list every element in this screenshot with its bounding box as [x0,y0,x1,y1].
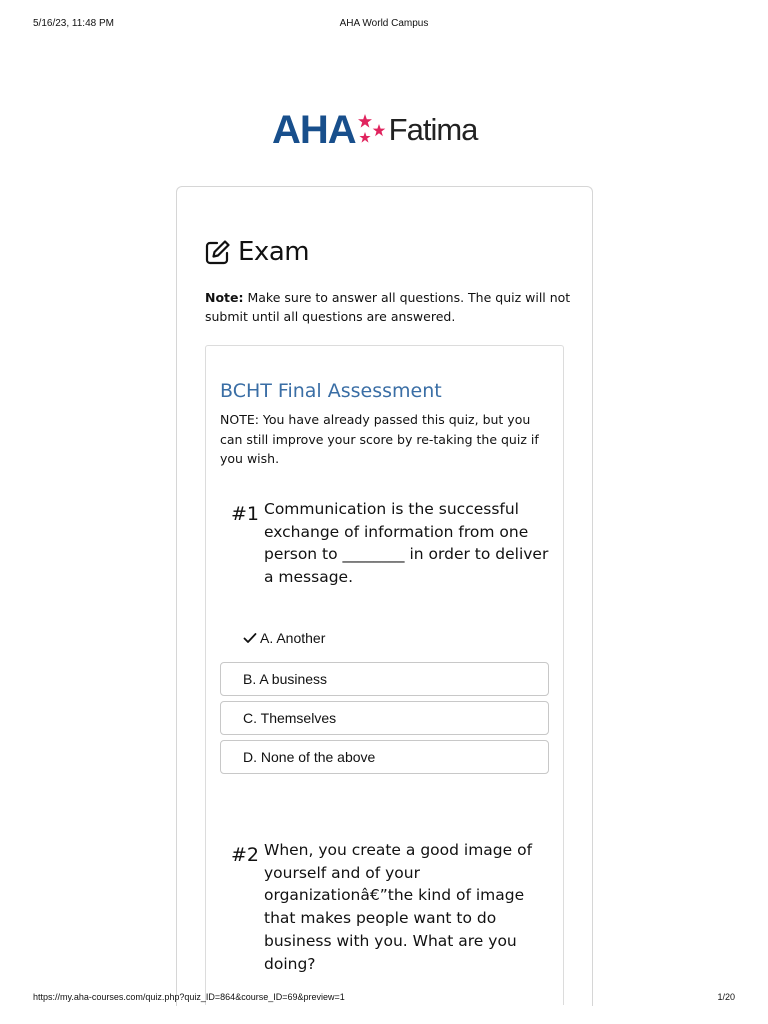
answer-option[interactable] [220,740,549,774]
stars-icon [357,112,387,148]
selected-answer[interactable] [243,628,325,648]
print-url: https://my.aha-courses.com/quiz.php?quiz_ID=864&course_ID=69&preview=1 [33,992,345,1002]
exam-note-text: Make sure to answer all questions. The quiz will not submit until all questions are answered. [205,290,571,324]
assessment-note-label: NOTE: [220,412,259,427]
star-icon [359,132,370,143]
print-footer [0,992,768,1006]
exam-heading [204,237,309,267]
print-header [0,18,768,32]
assessment-note-text: You have already passed this quiz, but you can still improve your score by re-taking the quiz if you wish. [220,412,539,466]
star-icon [372,124,385,136]
selected-answer-label: A. Another [260,630,326,646]
logo-fatima-text: Fatima [388,112,478,147]
exam-title: Exam [238,237,310,267]
edit-icon [204,238,232,266]
print-page-number: 1/20 [717,992,735,1002]
exam-note [205,288,575,326]
aha-fatima-logo [272,108,477,152]
question-number: #1 [231,503,260,525]
question-number: #2 [231,844,260,866]
star-icon [358,114,372,128]
assessment-note [220,410,555,469]
answer-option-label: C. Themselves [243,710,337,726]
question-text: When, you create a good image of yourself and of your organizationâ€”the kind of image that makes people want to do business with you. What are you doing? [264,841,533,973]
answer-option[interactable] [220,662,549,696]
check-icon [243,631,257,645]
answer-option[interactable] [220,701,549,735]
answer-option-label: D. None of the above [243,749,376,765]
exam-note-label: Note: [205,290,244,305]
assessment-title: BCHT Final Assessment [220,380,442,402]
question-text: Communication is the successful exchange of information from one person to ________ in order to deliver a message. [264,500,549,587]
print-date: 5/16/23, 11:48 PM [33,18,114,29]
logo-aha-text: AHA [272,108,356,152]
answer-option-label: B. A business [243,671,328,687]
print-site-title: AHA World Campus [339,18,429,29]
